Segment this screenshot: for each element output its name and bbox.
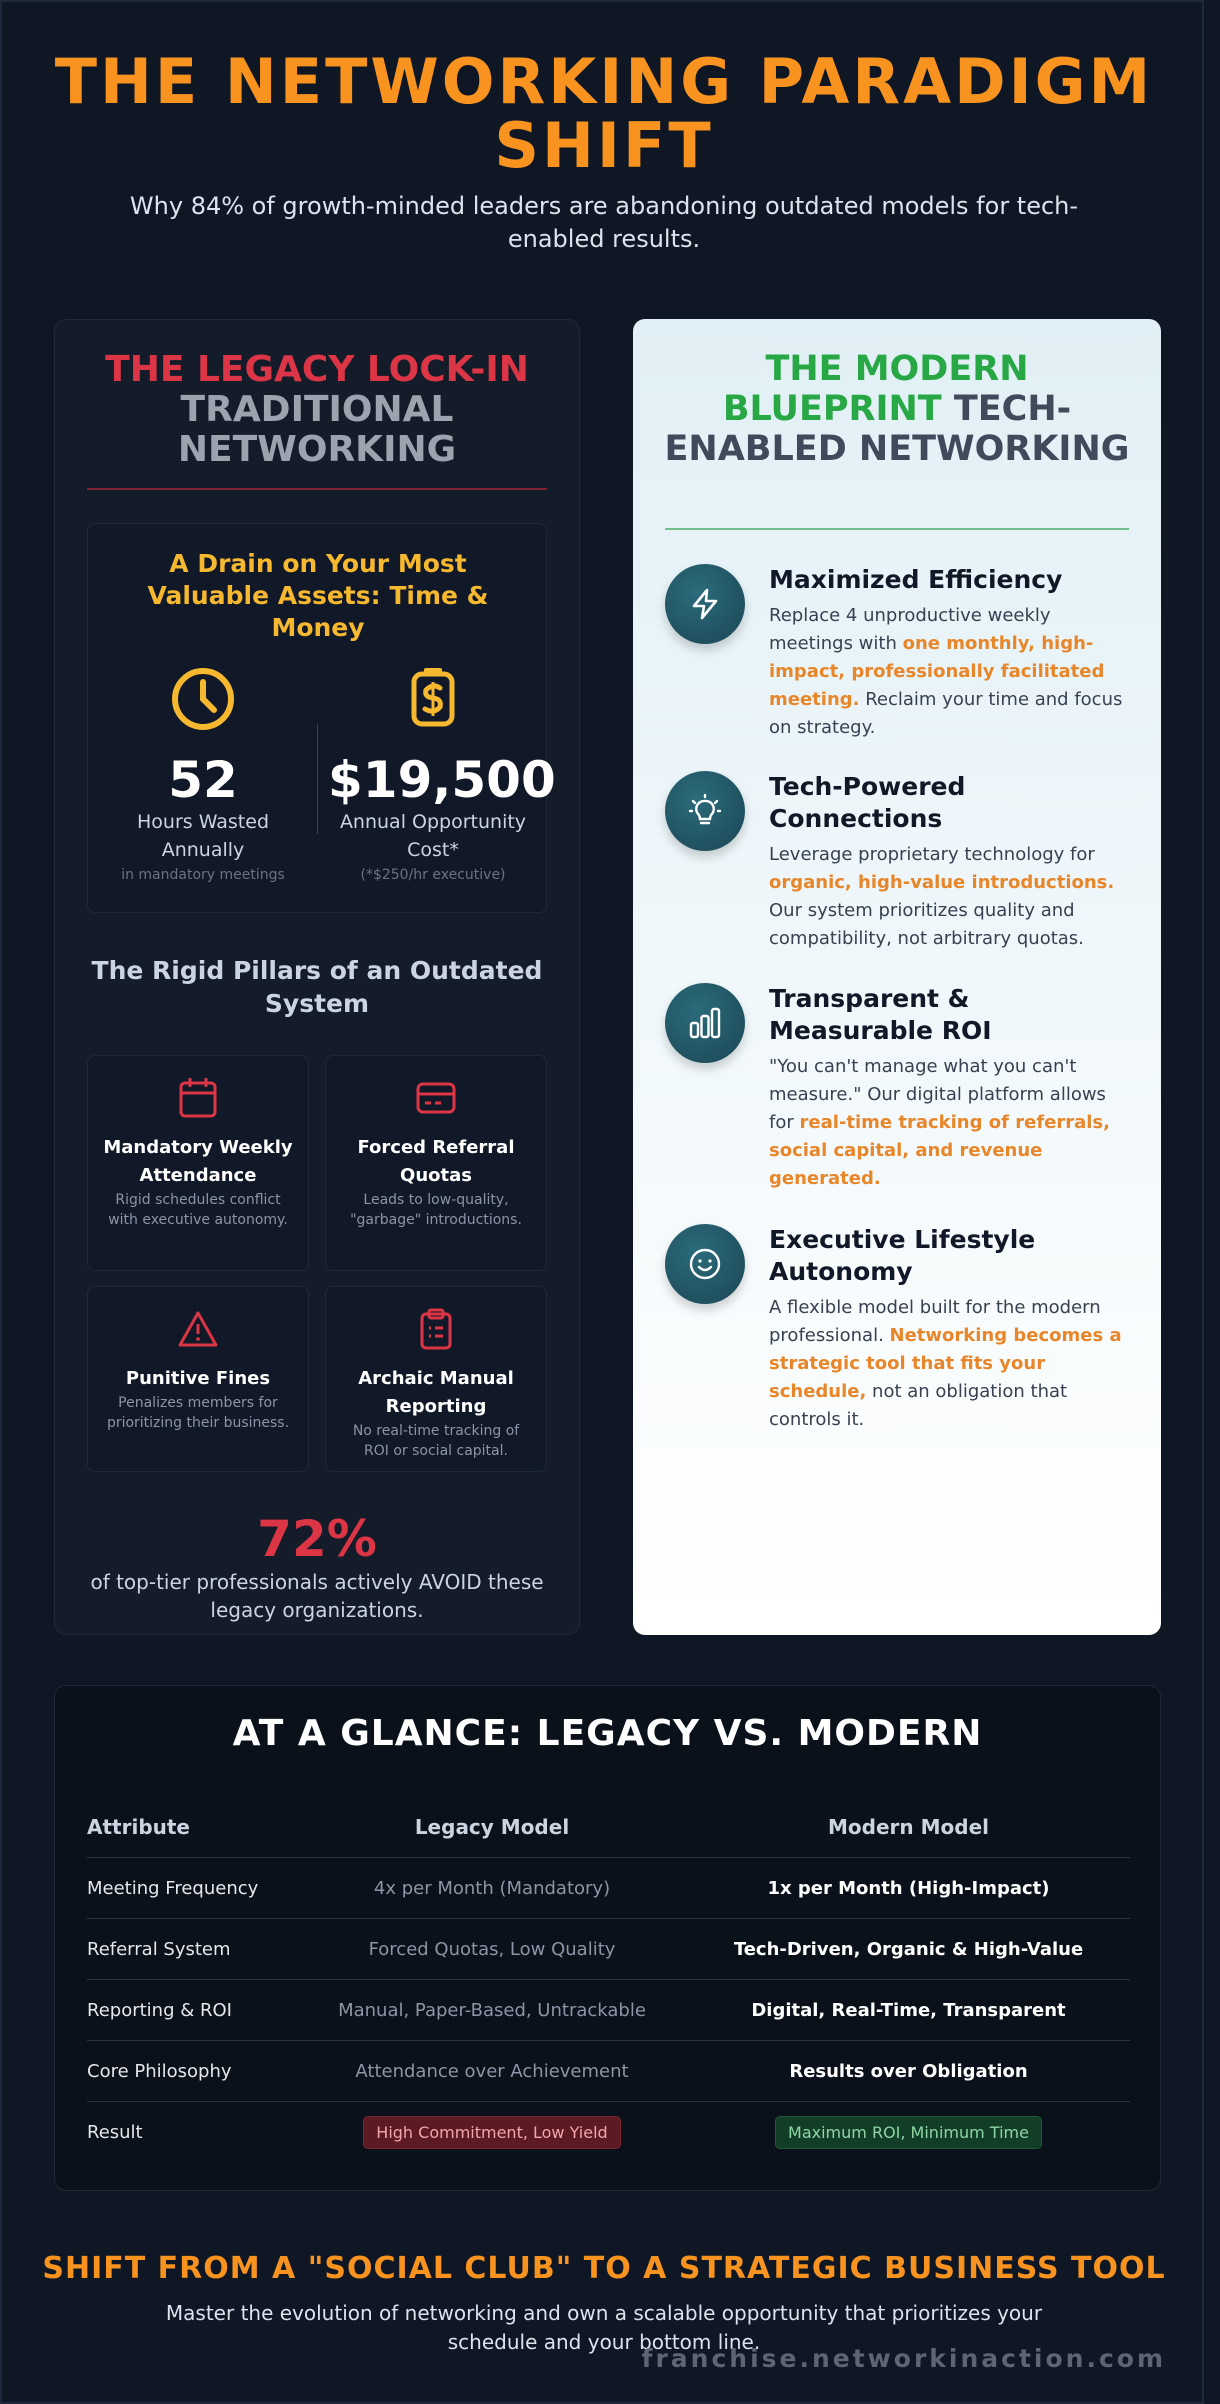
modern-divider xyxy=(665,528,1129,530)
pillar-title: Mandatory Weekly Attendance xyxy=(103,1137,293,1186)
table-row xyxy=(87,1980,1130,2041)
avoid-percentage-text: of top-tier professionals actively AVOID these legacy organizations. xyxy=(90,1570,544,1622)
pillar-card-quotas xyxy=(325,1055,547,1271)
calendar-icon xyxy=(102,1076,294,1120)
feature-desc: "You can't manage what you can't measure." Our digital platform allows for real-time tracking of referrals, social capital, and revenue generated. xyxy=(769,1056,1110,1189)
warning-icon xyxy=(102,1307,294,1351)
bar-chart-icon xyxy=(665,983,745,1063)
pillar-card-fines xyxy=(87,1286,309,1472)
stat-hours xyxy=(98,664,308,886)
table-cell: Manual, Paper-Based, Untrackable xyxy=(338,1999,646,2021)
table-cell xyxy=(687,2102,1130,2163)
page-subtitle: Why 84% of growth-minded leaders are abandoning outdated models for tech-enabled results. xyxy=(129,192,1079,253)
feature-title: Transparent & Measurable ROI xyxy=(769,984,992,1045)
table-cell: Result xyxy=(87,2122,143,2143)
result-badge-legacy: High Commitment, Low Yield xyxy=(363,2116,620,2149)
feature-desc: Replace 4 unproductive weekly meetings with one monthly, high-impact, professionally facilitated meeting. Reclaim your time and focus on strategy. xyxy=(769,605,1123,738)
pillar-card-reporting xyxy=(325,1286,547,1472)
feature-desc: A flexible model built for the modern professional. Networking becomes a strategic tool that fits your schedule, not an obligation that controls it. xyxy=(769,1297,1122,1430)
stat-cost-label: Annual Opportunity Cost* xyxy=(339,811,527,861)
table-header-row xyxy=(87,1796,1130,1858)
table-cell: Core Philosophy xyxy=(87,2060,232,2082)
pillars-title: The Rigid Pillars of an Outdated System xyxy=(91,956,543,1018)
pillar-title: Archaic Manual Reporting xyxy=(358,1368,514,1417)
comparison-table xyxy=(87,1796,1130,2163)
table-header-cell: Legacy Model xyxy=(414,1814,570,1839)
avoid-percentage: 72% xyxy=(257,1510,377,1568)
table-cell: Reporting & ROI xyxy=(87,1999,232,2021)
modern-heading xyxy=(663,349,1131,469)
page-title: THE NETWORKING PARADIGM SHIFT xyxy=(54,45,1154,182)
table-header-cell: Attribute xyxy=(87,1814,190,1839)
pillar-title: Forced Referral Quotas xyxy=(357,1137,515,1186)
table-cell: 1x per Month (High-Impact) xyxy=(767,1877,1050,1899)
bolt-icon xyxy=(665,564,745,644)
smile-icon xyxy=(665,1224,745,1304)
table-cell: Forced Quotas, Low Quality xyxy=(368,1938,616,1960)
table-cell: Tech-Driven, Organic & High-Value xyxy=(733,1938,1084,1960)
card-icon xyxy=(340,1076,532,1120)
feature-title: Executive Lifestyle Autonomy xyxy=(769,1225,1036,1286)
lightbulb-icon xyxy=(665,771,745,851)
stat-hours-label: Hours Wasted Annually xyxy=(136,811,270,861)
pillar-card-attendance xyxy=(87,1055,309,1271)
footer-subtitle: Master the evolution of networking and own a scalable opportunity that prioritizes your schedule and your bottom line. xyxy=(165,2301,1043,2354)
pillar-desc: Penalizes members for prioritizing their business. xyxy=(106,1395,290,1431)
comparison-title: AT A GLANCE: LEGACY VS. MODERN xyxy=(232,1713,983,1754)
footer-title: SHIFT FROM A "SOCIAL CLUB" TO A STRATEGIC BUSINESS TOOL xyxy=(42,2251,1166,2286)
drain-panel xyxy=(87,523,556,913)
watermark: franchise.networkinaction.com xyxy=(641,2344,1166,2373)
table-cell: Digital, Real-Time, Transparent xyxy=(751,1999,1066,2021)
feature-highlight: real-time tracking of referrals, social capital, and revenue generated. xyxy=(769,1112,1110,1189)
feature-highlight: Networking becomes a strategic tool that fits your schedule, xyxy=(769,1325,1122,1402)
legacy-heading-rest: TRADITIONAL NETWORKING xyxy=(177,389,457,470)
modern-card xyxy=(633,319,1161,1635)
feature-highlight: one monthly, high-impact, professionally facilitated meeting. xyxy=(769,633,1105,710)
pillar-desc: Rigid schedules conflict with executive autonomy. xyxy=(108,1192,288,1228)
feature-title: Tech-Powered Connections xyxy=(769,772,966,833)
dollar-phone-icon xyxy=(328,664,538,734)
legacy-heading xyxy=(55,350,579,470)
feature-desc: Leverage proprietary technology for organic, high-value introductions. Our system prioritizes quality and compatibility, not arbitrary quotas. xyxy=(769,844,1115,949)
result-badge-modern: Maximum ROI, Minimum Time xyxy=(775,2116,1042,2149)
table-row xyxy=(87,1858,1130,1919)
legacy-heading-accent: THE LEGACY LOCK-IN xyxy=(105,349,529,390)
table-cell: Results over Obligation xyxy=(789,2060,1028,2082)
table-cell xyxy=(337,2102,647,2163)
modern-heading-accent: THE MODERN BLUEPRINT xyxy=(722,349,1029,429)
pillar-desc: Leads to low-quality, "garbage" introductions. xyxy=(350,1192,522,1228)
stat-hours-note: in mandatory meetings xyxy=(121,867,285,883)
pillar-title: Punitive Fines xyxy=(125,1368,271,1389)
table-cell: Referral System xyxy=(87,1938,231,1960)
table-header-cell: Modern Model xyxy=(828,1814,989,1839)
stat-cost xyxy=(328,664,556,886)
pillar-desc: No real-time tracking of ROI or social capital. xyxy=(352,1423,520,1459)
stat-cost-value: $19,500 xyxy=(328,751,556,809)
legacy-card xyxy=(54,319,580,1635)
feature-highlight: organic, high-value introductions. xyxy=(769,872,1115,893)
table-cell: 4x per Month (Mandatory) xyxy=(373,1877,611,1899)
drain-title: A Drain on Your Most Valuable Assets: Time & Money xyxy=(147,549,489,642)
stat-divider xyxy=(317,724,318,834)
modern-heading-rest: TECH-ENABLED NETWORKING xyxy=(664,389,1130,469)
stat-cost-note: (*$250/hr executive) xyxy=(360,867,506,883)
stat-hours-value: 52 xyxy=(168,751,238,809)
table-row xyxy=(87,2041,1130,2102)
clipboard-icon xyxy=(340,1307,532,1351)
table-cell: Meeting Frequency xyxy=(87,1877,259,1899)
feature-title: Maximized Efficiency xyxy=(769,565,1063,594)
table-cell: Attendance over Achievement xyxy=(355,2060,629,2082)
table-row xyxy=(87,1919,1130,1980)
table-row xyxy=(87,2102,1130,2163)
clock-icon xyxy=(98,664,308,734)
legacy-divider xyxy=(87,488,547,490)
comparison-section xyxy=(54,1685,1161,2191)
